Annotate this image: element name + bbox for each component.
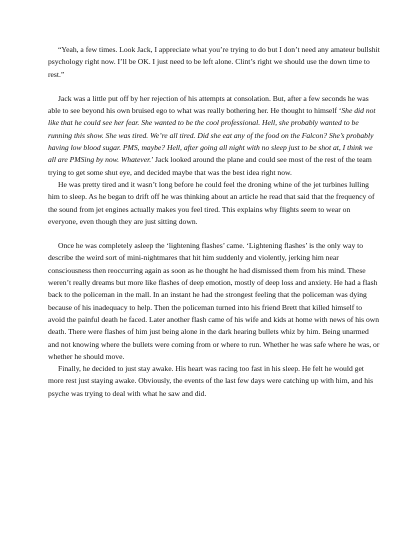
paragraph-text: “Yeah, a few times. Look Jack, I appreciate what you’re trying to do but I don’t need any amateur bullshit psychology right now. I’ll be OK. I just need to be left alone. Clint’s right we should use the down time to rest.” [48,45,380,79]
paragraph-text: Once he was completely asleep the ‘lightening flashes’ came. ‘Lightening flashes’ is the only way to describe the weird sort of mini-nightmares that hit him suddenly and violently, jerking him near consciousness then reoccurring again as soon as he thought he had dismissed them from his mind. These weren’t really dreams but more like flashes of deep emotion, mostly of deep loss and anxiety. He had a flash back to the policeman in the mall. In an instant he had the strongest feeling that the policeman was dying because of his inadequacy to help. Then the policeman turned into his friend Brett that killed himself to avoid the painful death he faced. Later another flash came of his wife and kids at home with news of his own death. There were flashes of him just being alone in the dark hearing bullets whiz by him. Being unarmed and not knowing where the bullets were coming from or where to run. Whether he was safe where he was, or whether he should move. [48,241,380,361]
paragraph-dialogue [48,44,380,81]
paragraph-text: Jack was a little put off by her rejection of his attempts at consolation. But, after a few seconds he was able to see beyond his own bruised ego to what was really bothering her. He thought to himself ‘ [48,93,369,116]
paragraph-stay-awake [48,363,380,400]
document-page [48,44,380,400]
italic-inner-thought: She did not like that he could see her fear. She wanted to be the cool professional. Hell, she probably wanted to be running this show. She was tired. We’re all tired. Did she eat any of the food on the Falcon? She’s probably having low blood sugar. PMS, maybe? Hell, after going all night with no sleep just to be shot at, I think we all are PMSing by now. Whatever. [48,106,376,165]
paragraph-text: ’ Jack looked around the plane and could see most of the rest of the team trying to get some shut eye, and decided maybe that was the best idea right now. [48,155,372,177]
paragraph-jet-turbines [48,179,380,228]
paragraph-text: Finally, he decided to just stay awake. His heart was racing too fast in his sleep. He felt he would get more rest just staying awake. Obviously, the events of the last few days were catching up with him, and his psyche was trying to deal with what he saw and did. [48,364,374,398]
paragraph-jack-thoughts [48,93,380,179]
paragraph-lightening-flashes [48,240,380,363]
paragraph-text: He was pretty tired and it wasn’t long before he could feel the droning whine of the jet turbines lulling him to sleep. As he began to drift off he was thinking about an article he read that said that the frequency of the sound from jet engines actually makes you feel tired. This explains why flights seem to wear on everyone, even though they are just sitting down. [48,179,375,226]
